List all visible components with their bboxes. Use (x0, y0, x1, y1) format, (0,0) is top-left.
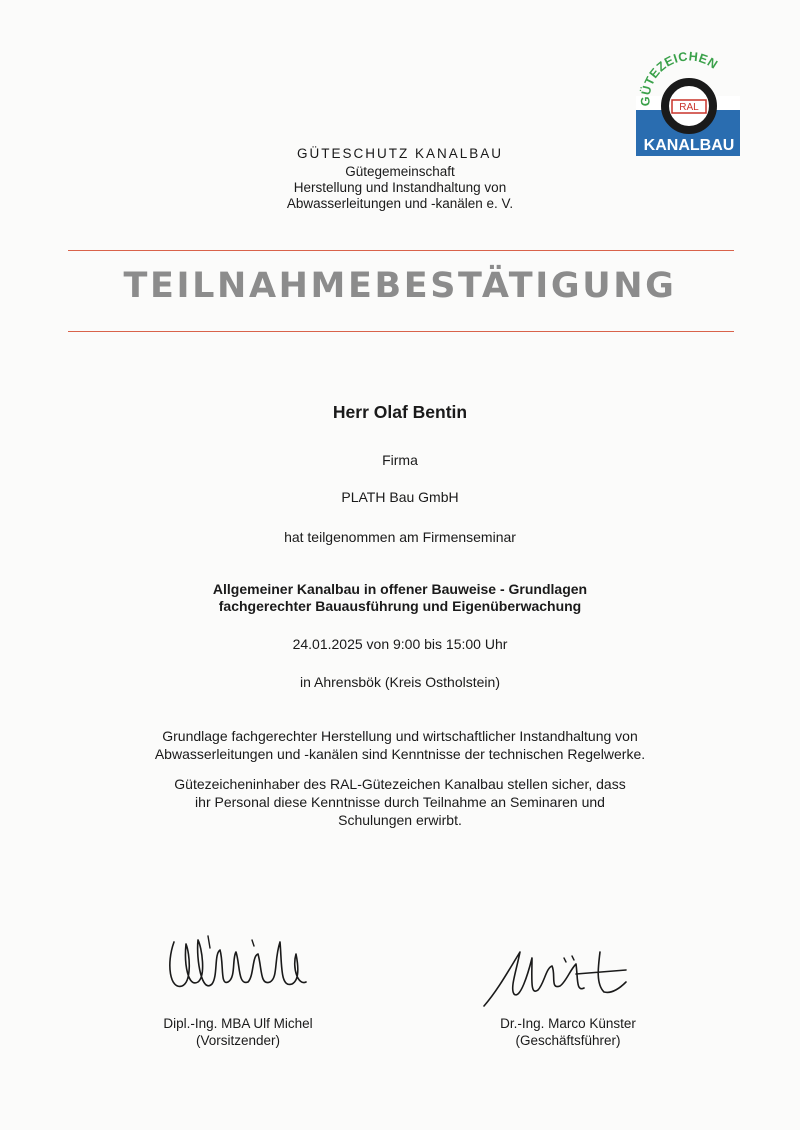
signatory1-name: Dipl.-Ing. MBA Ulf Michel (163, 1016, 313, 1031)
svg-text:KANALBAU: KANALBAU (643, 137, 735, 154)
svg-text:GÜTEZEICHEN: GÜTEZEICHEN (638, 49, 721, 107)
company-label: Firma (382, 452, 418, 468)
org-name: GÜTESCHUTZ KANALBAU (296, 146, 504, 161)
seminar-title-line2: fachgerechter Bauausführung und Eigenüberwachung (218, 598, 582, 614)
signatory1-role: (Vorsitzender) (195, 1033, 281, 1048)
document-title: TEILNAHMEBESTÄTIGUNG (123, 266, 677, 306)
org-subtitle-line1: Gütegemeinschaft (345, 164, 455, 179)
signatory2-name: Dr.-Ing. Marco Künster (500, 1016, 636, 1031)
org-subtitle-line2: Herstellung und Instandhaltung von (293, 180, 507, 195)
guetezeichen-kanalbau-logo (628, 48, 746, 160)
signature-marco-kuenster (480, 944, 630, 1014)
divider-top (68, 250, 734, 251)
seminar-place: in Ahrensbök (Kreis Ostholstein) (300, 674, 500, 690)
company-name: PLATH Bau GmbH (341, 489, 459, 505)
org-subtitle-line3: Abwasserleitungen und -kanälen e. V. (286, 196, 514, 211)
participation-text: hat teilgenommen am Firmenseminar (284, 529, 516, 545)
body-paragraph2-line2: ihr Personal diese Kenntnisse durch Teilnahme an Seminaren und (195, 794, 605, 810)
seminar-title-line1: Allgemeiner Kanalbau in offener Bauweise - Grundlagen (212, 581, 588, 597)
divider-bottom (68, 331, 734, 332)
seminar-date: 24.01.2025 von 9:00 bis 15:00 Uhr (292, 636, 508, 652)
svg-text:RAL: RAL (679, 102, 699, 113)
body-paragraph1-line2: Abwasserleitungen und -kanälen sind Kenntnisse der technischen Regelwerke. (154, 746, 646, 762)
signatory2-role: (Geschäftsführer) (515, 1033, 621, 1048)
signature-ulf-michel (162, 924, 312, 1004)
recipient-name: Herr Olaf Bentin (332, 402, 468, 422)
body-paragraph2-line1: Gütezeicheninhaber des RAL-Gütezeichen Kanalbau stellen sicher, dass (174, 776, 626, 792)
body-paragraph1-line1: Grundlage fachgerechter Herstellung und wirtschaftlicher Instandhaltung von (162, 728, 638, 744)
body-paragraph2-line3: Schulungen erwirbt. (338, 812, 462, 828)
